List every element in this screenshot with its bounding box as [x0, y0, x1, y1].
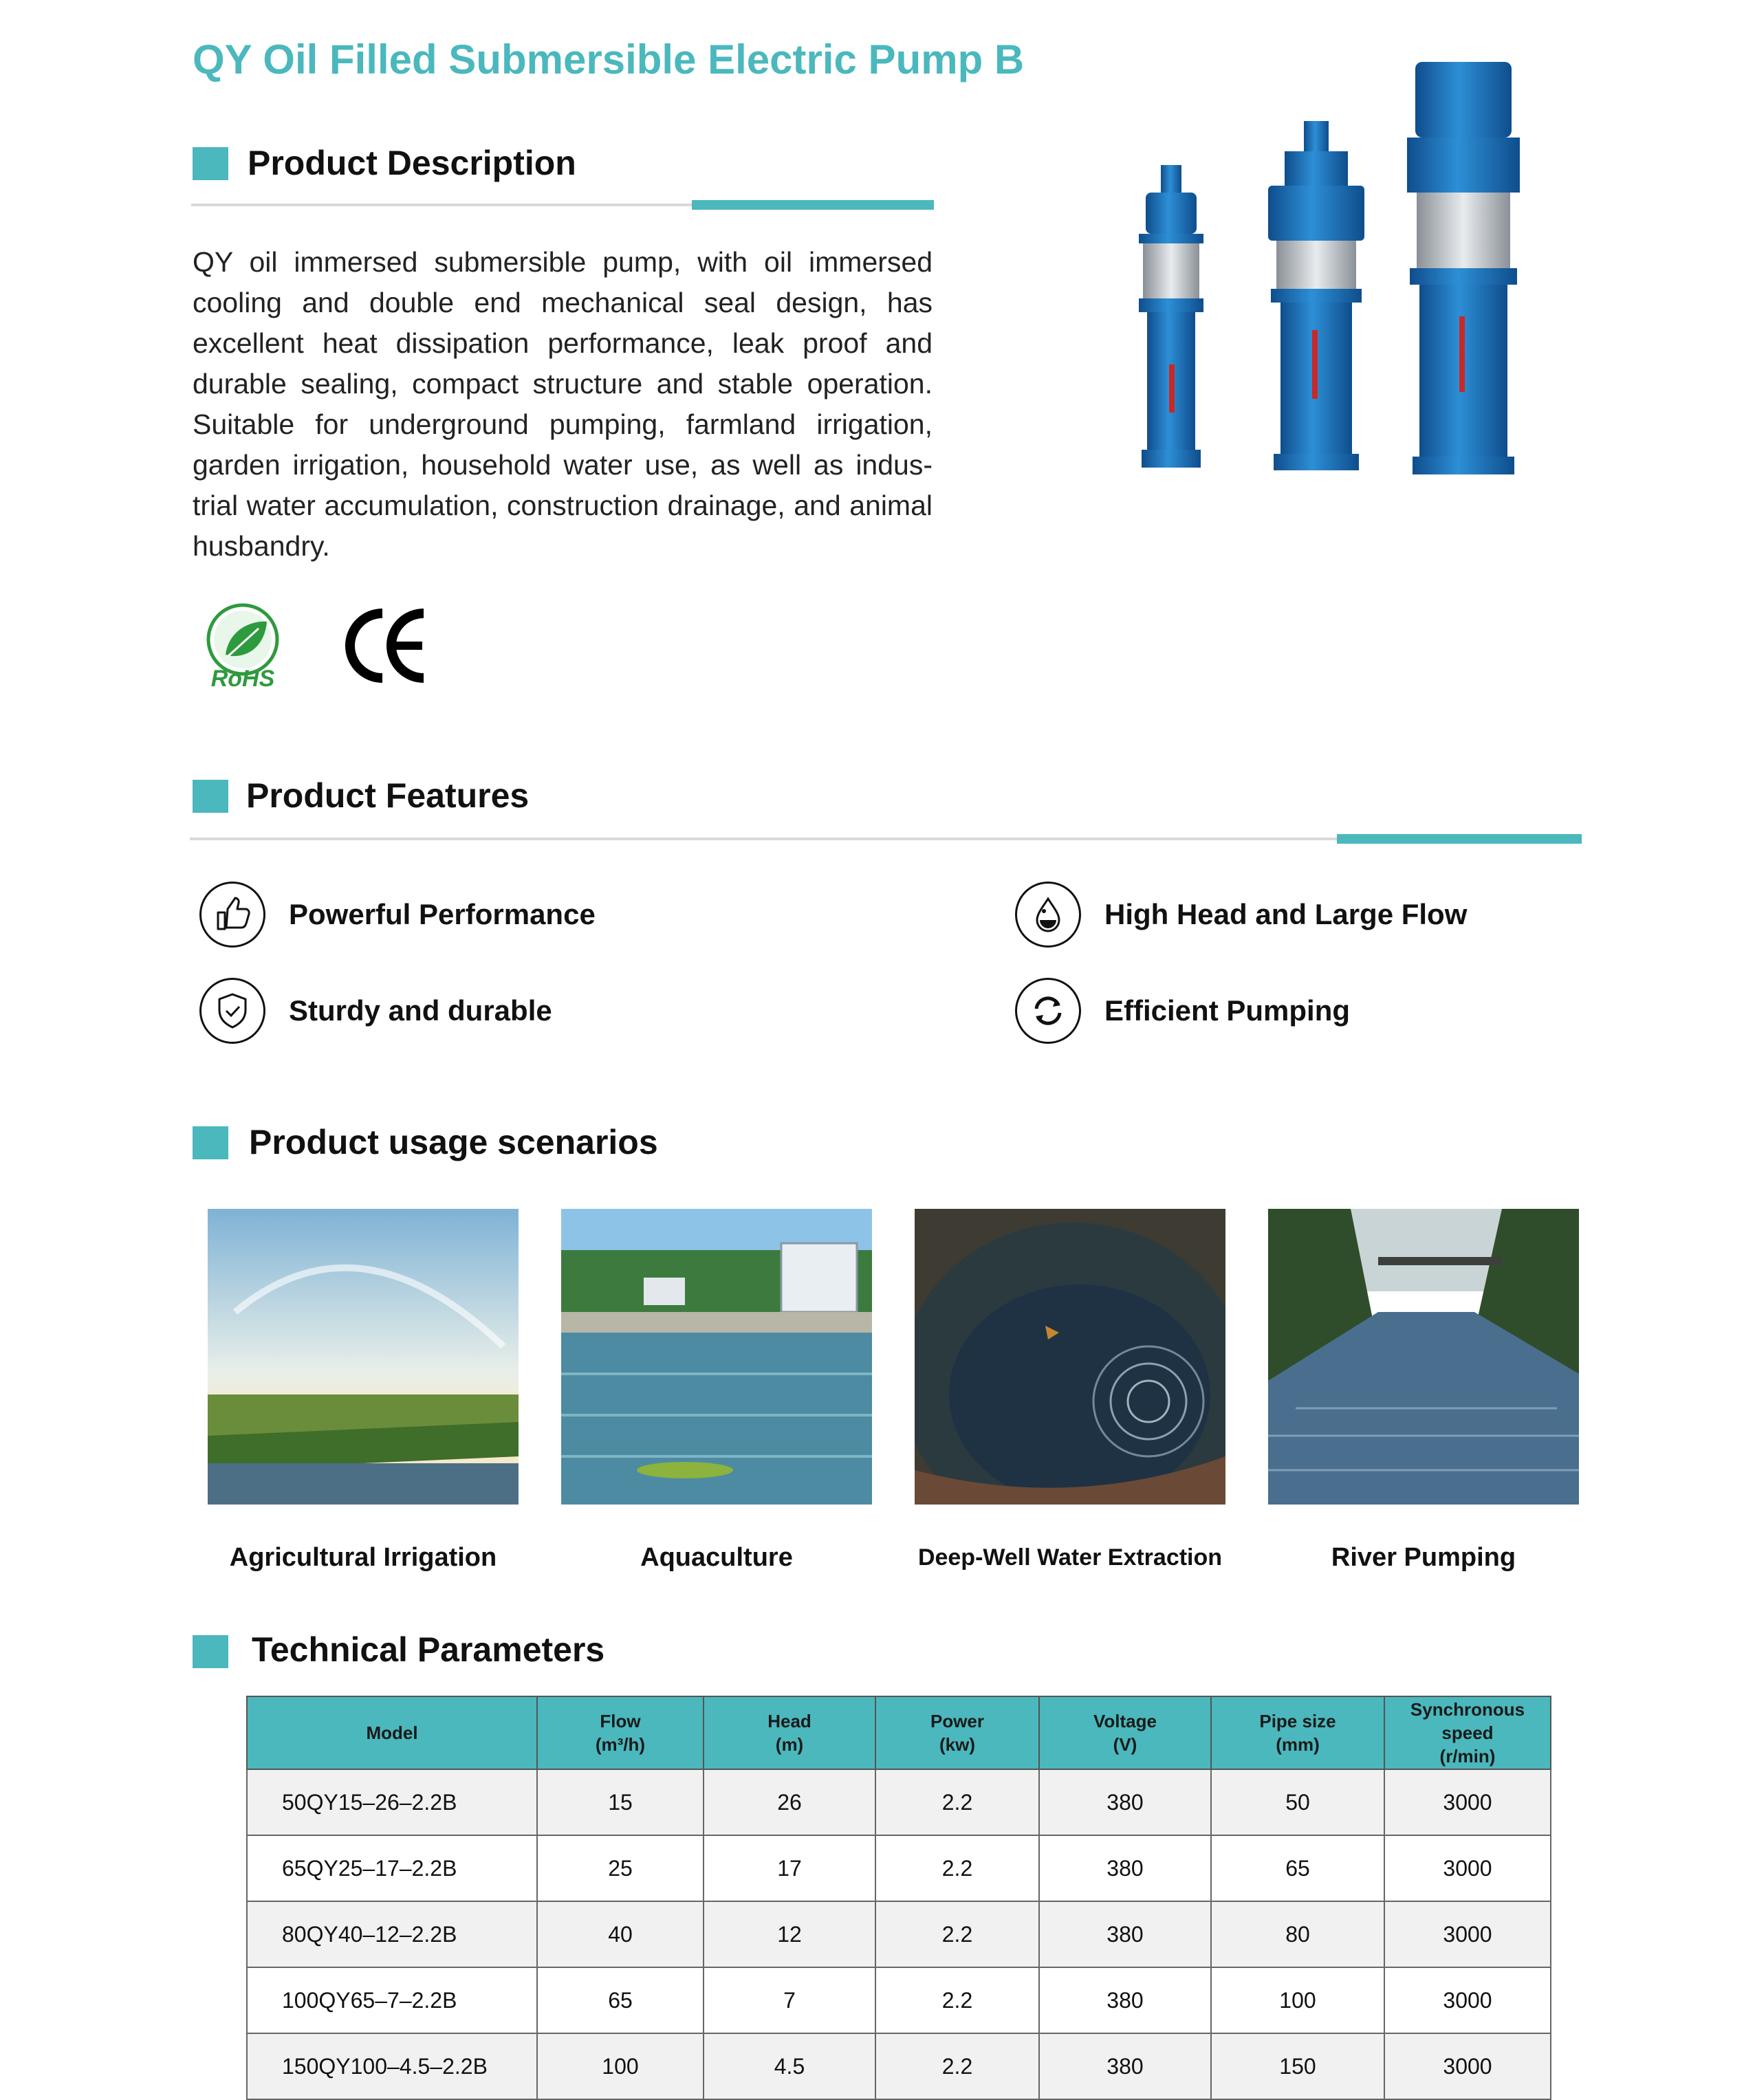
cell-flow: 65	[537, 1967, 704, 2033]
cell-head: 17	[704, 1835, 875, 1901]
table-header-row	[247, 1696, 1551, 1769]
section-divider-accent	[692, 200, 934, 210]
column-header: Voltage (V)	[1039, 1696, 1211, 1769]
table-row	[247, 1901, 1551, 1967]
cell-voltage: 380	[1039, 1835, 1211, 1901]
parameters-heading: Technical Parameters	[252, 1630, 605, 1669]
parameters-table	[246, 1696, 1551, 2100]
column-header: Model	[247, 1696, 537, 1769]
cell-voltage: 380	[1039, 1967, 1211, 2033]
aquaculture-photo	[561, 1209, 872, 1505]
shield-check-icon	[199, 978, 265, 1044]
refresh-icon	[1015, 978, 1081, 1044]
rohs-logo	[198, 601, 287, 690]
table-row	[247, 2033, 1551, 2099]
cell-pipe-size: 100	[1211, 1967, 1384, 2033]
cell-pipe-size: 150	[1211, 2033, 1384, 2099]
cell-flow: 100	[537, 2033, 704, 2099]
cell-power: 2.2	[875, 2033, 1039, 2099]
cell-pipe-size: 65	[1211, 1835, 1384, 1901]
cell-power: 2.2	[875, 1769, 1039, 1835]
cell-model: 65QY25–17–2.2B	[247, 1835, 537, 1901]
scenario-caption: River Pumping	[1331, 1543, 1516, 1572]
cell-model: 80QY40–12–2.2B	[247, 1901, 537, 1967]
cell-model: 150QY100–4.5–2.2B	[247, 2033, 537, 2099]
feature-label: High Head and Large Flow	[1104, 898, 1468, 930]
page-title: QY Oil Filled Submersible Electric Pump B	[193, 36, 1025, 83]
river-photo	[1268, 1209, 1579, 1505]
column-header: Power (kw)	[875, 1696, 1039, 1769]
cell-speed: 3000	[1384, 1901, 1551, 1967]
product-image	[1100, 55, 1540, 481]
section-divider-accent	[1337, 834, 1582, 844]
section-marker	[193, 780, 228, 813]
feature-label: Powerful Performance	[289, 898, 596, 930]
cell-power: 2.2	[875, 1901, 1039, 1967]
cell-head: 4.5	[704, 2033, 875, 2099]
scenario-caption: Aquaculture	[640, 1543, 793, 1572]
cell-model: 50QY15–26–2.2B	[247, 1769, 537, 1835]
scenario-caption: Deep-Well Water Extraction	[917, 1544, 1223, 1571]
cell-head: 26	[704, 1769, 875, 1835]
thumbs-up-icon	[199, 882, 265, 948]
section-marker	[193, 147, 228, 180]
cell-pipe-size: 80	[1211, 1901, 1384, 1967]
section-marker	[193, 1126, 228, 1159]
column-header: Synchronous speed (r/min)	[1384, 1696, 1551, 1769]
scenario-caption: Agricultural Irrigation	[229, 1543, 497, 1572]
features-heading: Product Features	[246, 776, 530, 815]
feature-item	[199, 882, 596, 948]
column-header: Head (m)	[704, 1696, 875, 1769]
cell-pipe-size: 50	[1211, 1769, 1384, 1835]
cell-flow: 25	[537, 1835, 704, 1901]
deep-well-photo	[915, 1209, 1225, 1505]
column-header: Flow (m³/h)	[537, 1696, 704, 1769]
description-heading: Product Description	[248, 144, 576, 182]
cell-flow: 40	[537, 1901, 704, 1967]
column-header: Pipe size (mm)	[1211, 1696, 1384, 1769]
feature-item	[1015, 978, 1350, 1044]
table-row	[247, 1967, 1551, 2033]
cell-speed: 3000	[1384, 1769, 1551, 1835]
table-row	[247, 1835, 1551, 1901]
feature-label: Efficient Pumping	[1104, 994, 1350, 1027]
cell-flow: 15	[537, 1769, 704, 1835]
cell-voltage: 380	[1039, 1901, 1211, 1967]
cell-speed: 3000	[1384, 2033, 1551, 2099]
cell-speed: 3000	[1384, 1835, 1551, 1901]
cell-voltage: 380	[1039, 1769, 1211, 1835]
cell-head: 7	[704, 1967, 875, 2033]
scenarios-heading: Product usage scenarios	[249, 1123, 658, 1161]
feature-label: Sturdy and durable	[289, 994, 552, 1027]
description-text: QY oil immersed submersible pump, with oil immersed cooling and double end mechanical seal design, has excellent heat dissipation performance, leak proof and durable sealing, compact structure and stable operation. Suitable for underground pumping, farmland irrigation, garden irrigation, household water use, as well as indus-trial water accumulation, construction drainage, and animal husbandry.	[193, 246, 933, 562]
water-drop-icon	[1015, 882, 1081, 948]
table-row	[247, 1769, 1551, 1835]
rohs-text: RoHS	[210, 666, 275, 690]
cell-model: 100QY65–7–2.2B	[247, 1967, 537, 2033]
ce-mark	[341, 608, 430, 683]
feature-item	[199, 978, 552, 1044]
cell-power: 2.2	[875, 1967, 1039, 2033]
irrigation-photo	[208, 1209, 519, 1505]
cell-head: 12	[704, 1901, 875, 1967]
cell-speed: 3000	[1384, 1967, 1551, 2033]
cell-voltage: 380	[1039, 2033, 1211, 2099]
section-marker	[193, 1635, 228, 1668]
cell-power: 2.2	[875, 1835, 1039, 1901]
feature-item	[1015, 882, 1467, 948]
